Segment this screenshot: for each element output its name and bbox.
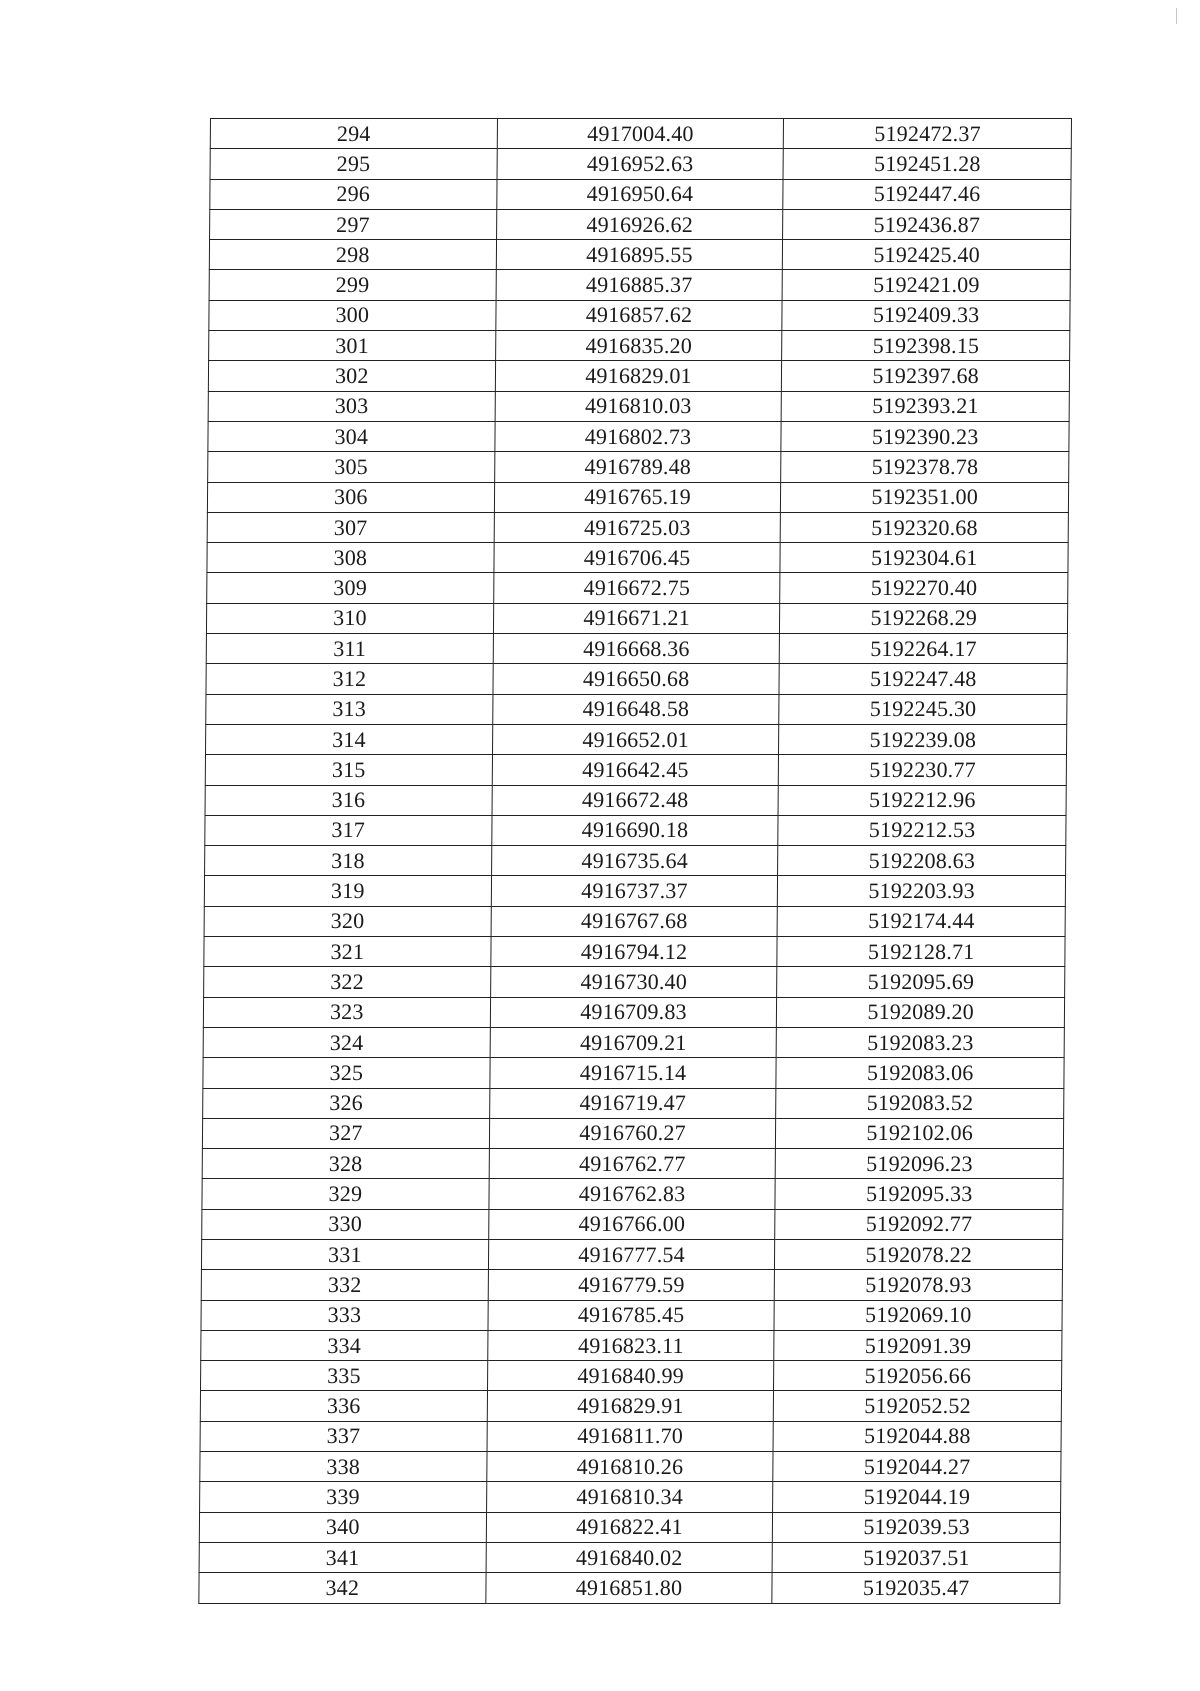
y-coordinate-cell: 5192095.33 [775,1179,1063,1209]
point-number-cell: 324 [203,1027,490,1057]
y-coordinate-cell: 5192089.20 [777,997,1065,1027]
point-number-cell: 318 [205,846,492,876]
y-coordinate-cell: 5192212.53 [778,815,1066,845]
x-coordinate-cell: 4916690.18 [491,815,778,845]
table-row [209,270,1070,300]
table-row [205,724,1066,754]
y-coordinate-cell: 5192409.33 [782,300,1070,330]
point-number-cell: 330 [202,1209,489,1239]
table-row [206,694,1067,724]
x-coordinate-cell: 4916840.99 [487,1361,774,1391]
point-number-cell: 301 [209,331,496,361]
point-number-cell: 326 [203,1088,490,1118]
y-coordinate-cell: 5192095.69 [777,967,1065,997]
y-coordinate-cell: 5192320.68 [781,512,1069,542]
x-coordinate-cell: 4916950.64 [496,179,783,209]
table-row [205,815,1066,845]
table-row [210,209,1071,239]
table-row [201,1239,1062,1269]
y-coordinate-cell: 5192203.93 [778,876,1066,906]
x-coordinate-cell: 4916709.83 [490,997,777,1027]
x-coordinate-cell: 4917004.40 [497,119,784,149]
x-coordinate-cell: 4916885.37 [496,270,783,300]
y-coordinate-cell: 5192044.27 [773,1452,1061,1482]
point-number-cell: 313 [206,694,493,724]
y-coordinate-cell: 5192044.19 [773,1482,1061,1512]
x-coordinate-cell: 4916735.64 [491,846,778,876]
point-number-cell: 311 [206,634,493,664]
point-number-cell: 302 [208,361,495,391]
table-row [204,906,1065,936]
y-coordinate-cell: 5192390.23 [781,421,1069,451]
table-row [199,1512,1060,1542]
y-coordinate-cell: 5192436.87 [783,209,1071,239]
point-number-cell: 306 [207,482,494,512]
table-row [205,755,1066,785]
x-coordinate-cell: 4916760.27 [489,1118,776,1148]
x-coordinate-cell: 4916706.45 [494,543,781,573]
x-coordinate-cell: 4916672.75 [493,573,780,603]
table-row [200,1452,1061,1482]
point-number-cell: 333 [201,1300,488,1330]
table-row [205,785,1066,815]
point-number-cell: 294 [210,119,497,149]
point-number-cell: 329 [202,1179,489,1209]
point-number-cell: 340 [199,1512,486,1542]
table-row [206,664,1067,694]
table-row [203,1088,1064,1118]
table-row [208,361,1069,391]
table-row [203,1058,1064,1088]
x-coordinate-cell: 4916650.68 [493,664,780,694]
x-coordinate-cell: 4916767.68 [491,906,778,936]
x-coordinate-cell: 4916765.19 [494,482,781,512]
x-coordinate-cell: 4916648.58 [492,694,779,724]
point-number-cell: 332 [201,1270,488,1300]
x-coordinate-cell: 4916829.91 [487,1391,774,1421]
point-number-cell: 336 [200,1391,487,1421]
table-row [207,573,1068,603]
table-row [208,391,1069,421]
table-row [200,1421,1061,1451]
x-coordinate-cell: 4916672.48 [492,785,779,815]
y-coordinate-cell: 5192421.09 [782,270,1070,300]
point-number-cell: 339 [200,1482,487,1512]
y-coordinate-cell: 5192052.52 [774,1391,1062,1421]
x-coordinate-cell: 4916810.03 [495,391,782,421]
point-number-cell: 319 [204,876,491,906]
point-number-cell: 300 [209,300,496,330]
x-coordinate-cell: 4916822.41 [486,1512,773,1542]
y-coordinate-cell: 5192174.44 [777,906,1065,936]
point-number-cell: 299 [209,270,496,300]
x-coordinate-cell: 4916895.55 [496,240,783,270]
table-row [202,1118,1063,1148]
table-row [209,240,1070,270]
table-row [202,1149,1063,1179]
point-number-cell: 323 [203,997,490,1027]
y-coordinate-cell: 5192083.23 [777,1027,1065,1057]
table-row [207,543,1068,573]
point-number-cell: 320 [204,906,491,936]
y-coordinate-cell: 5192239.08 [779,724,1067,754]
table-row [210,179,1071,209]
y-coordinate-cell: 5192039.53 [773,1512,1061,1542]
x-coordinate-cell: 4916730.40 [490,967,777,997]
y-coordinate-cell: 5192351.00 [781,482,1069,512]
page-edge-mark [1176,8,1177,24]
x-coordinate-cell: 4916671.21 [493,603,780,633]
y-coordinate-cell: 5192044.88 [773,1421,1061,1451]
x-coordinate-cell: 4916762.77 [489,1149,776,1179]
point-number-cell: 335 [201,1361,488,1391]
table-row [202,1209,1063,1239]
x-coordinate-cell: 4916952.63 [497,149,784,179]
table-row [204,876,1065,906]
point-number-cell: 303 [208,391,495,421]
point-number-cell: 331 [201,1239,488,1269]
point-number-cell: 337 [200,1421,487,1451]
y-coordinate-cell: 5192128.71 [777,937,1065,967]
x-coordinate-cell: 4916779.59 [488,1270,775,1300]
coordinates-table [198,118,1072,1604]
table-row [203,997,1064,1027]
point-number-cell: 338 [200,1452,487,1482]
point-number-cell: 328 [202,1149,489,1179]
point-number-cell: 305 [208,452,495,482]
x-coordinate-cell: 4916789.48 [494,452,781,482]
table-row [208,421,1069,451]
x-coordinate-cell: 4916785.45 [488,1300,775,1330]
y-coordinate-cell: 5192083.52 [776,1088,1064,1118]
point-number-cell: 304 [208,421,495,451]
point-number-cell: 310 [206,603,493,633]
table-row [204,967,1065,997]
point-number-cell: 298 [209,240,496,270]
x-coordinate-cell: 4916829.01 [495,361,782,391]
x-coordinate-cell: 4916840.02 [486,1542,773,1572]
point-number-cell: 342 [199,1573,486,1603]
y-coordinate-cell: 5192304.61 [780,543,1068,573]
table-row [208,452,1069,482]
x-coordinate-cell: 4916926.62 [496,209,783,239]
table-row [209,331,1070,361]
table-row [201,1361,1062,1391]
x-coordinate-cell: 4916811.70 [487,1421,774,1451]
point-number-cell: 295 [210,149,497,179]
x-coordinate-cell: 4916652.01 [492,724,779,754]
x-coordinate-cell: 4916802.73 [495,421,782,451]
point-number-cell: 325 [203,1058,490,1088]
table-row [206,603,1067,633]
x-coordinate-cell: 4916719.47 [489,1088,776,1118]
table-row [200,1482,1061,1512]
point-number-cell: 296 [210,179,497,209]
table-row [207,512,1068,542]
y-coordinate-cell: 5192247.48 [779,664,1067,694]
point-number-cell: 316 [205,785,492,815]
y-coordinate-cell: 5192078.93 [775,1270,1063,1300]
table-row [201,1300,1062,1330]
x-coordinate-cell: 4916737.37 [491,876,778,906]
y-coordinate-cell: 5192096.23 [776,1149,1064,1179]
table-row [199,1542,1060,1572]
y-coordinate-cell: 5192268.29 [780,603,1068,633]
y-coordinate-cell: 5192069.10 [774,1300,1062,1330]
x-coordinate-cell: 4916642.45 [492,755,779,785]
x-coordinate-cell: 4916709.21 [490,1027,777,1057]
y-coordinate-cell: 5192102.06 [776,1118,1064,1148]
table-row [200,1391,1061,1421]
table-row [209,300,1070,330]
y-coordinate-cell: 5192078.22 [775,1239,1063,1269]
point-number-cell: 315 [205,755,492,785]
point-number-cell: 314 [205,724,492,754]
y-coordinate-cell: 5192447.46 [783,179,1071,209]
table-row [206,634,1067,664]
y-coordinate-cell: 5192091.39 [774,1330,1062,1360]
coordinates-table-body [199,119,1072,1604]
x-coordinate-cell: 4916715.14 [490,1058,777,1088]
table-row [204,937,1065,967]
y-coordinate-cell: 5192398.15 [782,331,1070,361]
x-coordinate-cell: 4916810.26 [486,1452,773,1482]
x-coordinate-cell: 4916851.80 [486,1573,773,1603]
y-coordinate-cell: 5192037.51 [772,1542,1060,1572]
x-coordinate-cell: 4916762.83 [489,1179,776,1209]
y-coordinate-cell: 5192472.37 [784,119,1072,149]
x-coordinate-cell: 4916766.00 [488,1209,775,1239]
point-number-cell: 308 [207,543,494,573]
y-coordinate-cell: 5192378.78 [781,452,1069,482]
y-coordinate-cell: 5192397.68 [782,361,1070,391]
y-coordinate-cell: 5192270.40 [780,573,1068,603]
point-number-cell: 297 [210,209,497,239]
y-coordinate-cell: 5192393.21 [782,391,1070,421]
x-coordinate-cell: 4916857.62 [496,300,783,330]
point-number-cell: 309 [207,573,494,603]
table-row [207,482,1068,512]
table-row [202,1179,1063,1209]
y-coordinate-cell: 5192264.17 [780,634,1068,664]
point-number-cell: 322 [204,967,491,997]
y-coordinate-cell: 5192230.77 [779,755,1067,785]
x-coordinate-cell: 4916777.54 [488,1239,775,1269]
x-coordinate-cell: 4916810.34 [486,1482,773,1512]
table-row [201,1270,1062,1300]
table-row [205,846,1066,876]
y-coordinate-cell: 5192451.28 [783,149,1071,179]
y-coordinate-cell: 5192425.40 [783,240,1071,270]
table-row [210,149,1071,179]
y-coordinate-cell: 5192083.06 [776,1058,1064,1088]
point-number-cell: 327 [202,1118,489,1148]
x-coordinate-cell: 4916823.11 [487,1330,774,1360]
y-coordinate-cell: 5192245.30 [779,694,1067,724]
point-number-cell: 341 [199,1542,486,1572]
point-number-cell: 307 [207,512,494,542]
table-row [199,1573,1060,1603]
y-coordinate-cell: 5192035.47 [772,1573,1060,1603]
x-coordinate-cell: 4916835.20 [495,331,782,361]
y-coordinate-cell: 5192056.66 [774,1361,1062,1391]
point-number-cell: 334 [201,1330,488,1360]
point-number-cell: 312 [206,664,493,694]
x-coordinate-cell: 4916794.12 [491,937,778,967]
y-coordinate-cell: 5192212.96 [778,785,1066,815]
table-row [203,1027,1064,1057]
table-row [201,1330,1062,1360]
table-row [210,119,1071,149]
y-coordinate-cell: 5192208.63 [778,846,1066,876]
point-number-cell: 317 [205,815,492,845]
point-number-cell: 321 [204,937,491,967]
x-coordinate-cell: 4916725.03 [494,512,781,542]
y-coordinate-cell: 5192092.77 [775,1209,1063,1239]
x-coordinate-cell: 4916668.36 [493,634,780,664]
